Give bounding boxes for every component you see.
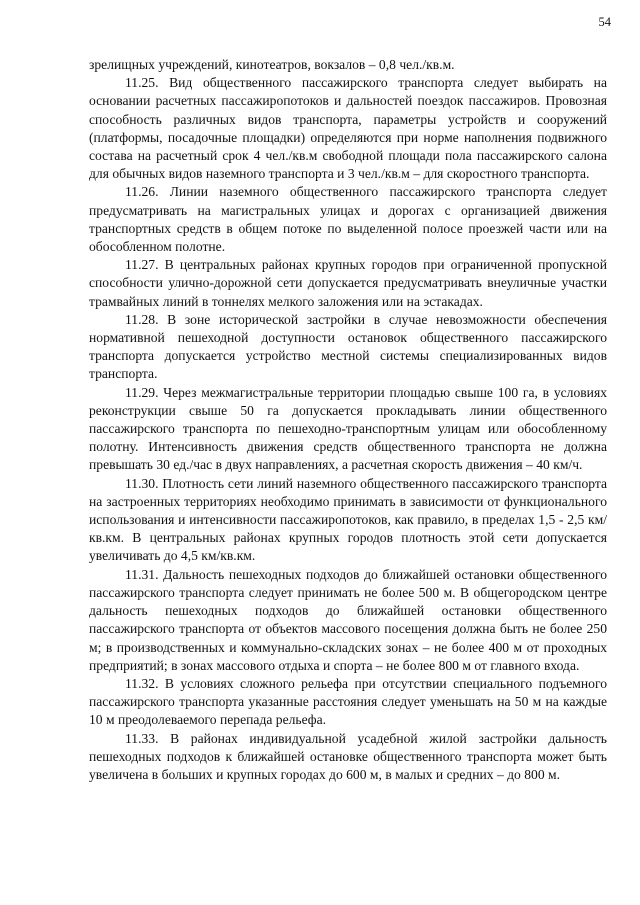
paragraph-11-33: 11.33. В районах индивидуальной усадебной жилой застройки дальность пешеходных подходов к ближайшей остановке общественного транспорта может быть увеличена в больших и крупных городах до 600 м, в малых и средних – до 800 м. — [89, 730, 607, 782]
continued-text: зрелищных учреждений, кинотеатров, вокзалов – 0,8 чел./кв.м. — [89, 57, 455, 72]
paragraph-11-30: 11.30. Плотность сети линий наземного общественного пассажирского транспорта на застроенных территориях необходимо принимать в зависимости от функционального использования и интенсивности пассажиропотоков, как правило, в пределах 1,5 - 2,5 км/кв.км. В центральных районах крупных городов плотность этой сети допускается увеличивать до 4,5 км/кв.км. — [89, 475, 607, 564]
paragraph-11-27: 11.27. В центральных районах крупных городов при ограниченной пропускной способности улично-дорожной сети допускается предусматривать внеуличные участки трамвайных линий в тоннелях мелкого заложения или на эстакадах. — [89, 257, 607, 309]
document-body — [89, 56, 607, 784]
paragraph-11-28: 11.28. В зоне исторической застройки в случае невозможности обеспечения нормативной пешеходной доступности остановок общественного пассажирского транспорта допускается устройство местной системы специализированных видов транспорта. — [89, 311, 607, 382]
paragraph-11-31: 11.31. Дальность пешеходных подходов до ближайшей остановки общественного пассажирского транспорта следует принимать не более 500 м. В общегородском центре дальность пешеходных подходов до ближайшей остановки общественного пассажирского транспорта от объектов массового посещения должна быть не более 250 м; в производственных и коммунально-складских зонах – не более 400 м от проходных предприятий; в зонах массового отдыха и спорта – не более 800 м от главного входа. — [89, 566, 607, 673]
paragraph-11-26: 11.26. Линии наземного общественного пассажирского транспорта следует предусматривать на магистральных улицах и дорогах с организацией движения транспортных средств в общем потоке по выделенной полосе проезжей части или на обособленном полотне. — [89, 184, 607, 255]
paragraph-11-32: 11.32. В условиях сложного рельефа при отсутствии специального подъемного пассажирского транспорта указанные расстояния следует уменьшать на 50 м на каждые 10 м преодолеваемого перепада рельефа. — [89, 675, 607, 728]
paragraph-11-25: 11.25. Вид общественного пассажирского транспорта следует выбирать на основании расчетных пассажиропотоков и дальностей поездок пассажиров. Провозная способность различных видов транспорта, параметры устройств и сооружений (платформы, посадочные площадки) определяются при норме наполнения подвижного состава на расчетный срок 4 чел./кв.м свободной площади пола пассажирского салона для обычных видов наземного транспорта и 3 чел./кв.м – для скоростного транспорта. — [89, 75, 607, 182]
paragraph-11-29: 11.29. Через межмагистральные территории площадью свыше 100 га, в условиях реконструкции свыше 50 га допускается прокладывать линии общественного пассажирского транспорта по пешеходно-транспортным улицам или обособленному полотну. Интенсивность движения средств общественного транспорта не должна превышать 30 ед./час в двух направлениях, а расчетная скорость движения – 40 км/ч. — [89, 384, 607, 473]
page-number: 54 — [598, 15, 611, 29]
